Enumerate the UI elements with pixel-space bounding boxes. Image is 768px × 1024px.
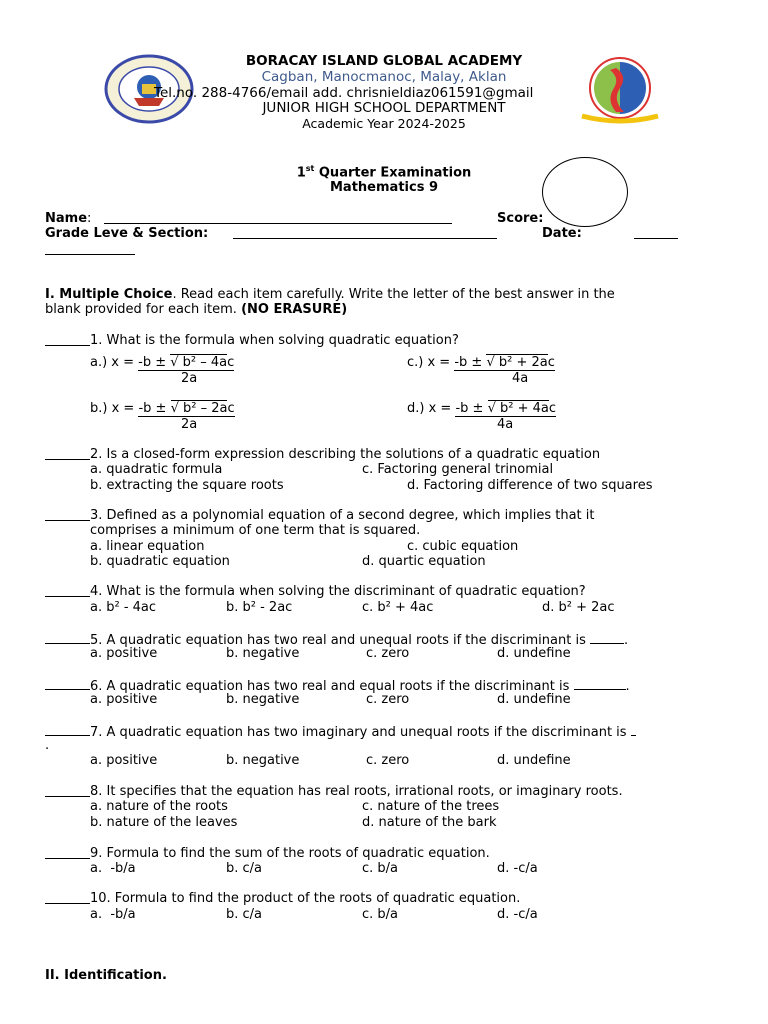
q10-option-d: d. -c/a (497, 907, 538, 922)
question-10: 10. Formula to find the product of the roots of quadratic equation. (90, 891, 521, 906)
q6-option-a: a. positive (90, 692, 158, 707)
q1-option-c-denominator: 4a (512, 371, 529, 386)
q8-option-d: d. nature of the bark (362, 815, 497, 830)
q3-option-a: a. linear equation (90, 539, 205, 554)
q10-option-c: c. b/a (362, 907, 399, 922)
school-address: Cagban, Manocmanoc, Malay, Aklan (261, 69, 507, 85)
q2-option-a: a. quadratic formula (90, 462, 223, 477)
part2-title: II. Identification. (45, 968, 167, 983)
q10-option-a: a. -b/a (90, 907, 136, 922)
q2-option-d: d. Factoring difference of two squares (407, 478, 653, 493)
q6-option-b: b. negative (226, 692, 300, 707)
q7-option-c: c. zero (366, 753, 410, 768)
part1-instructions-line2: blank provided for each item. (NO ERASURE) (45, 302, 348, 317)
answer-blank-5[interactable] (45, 631, 90, 644)
q9-option-c: c. b/a (362, 861, 399, 876)
answer-blank-6[interactable] (45, 677, 90, 690)
q1-option-c: c.) x = -b ± √ b² + 2ac (407, 355, 555, 370)
q9-option-a: a. -b/a (90, 861, 136, 876)
q1-option-d: d.) x = -b ± √ b² + 4ac (407, 401, 556, 416)
q7-option-d: d. undefine (497, 753, 571, 768)
q7-option-b: b. negative (226, 753, 300, 768)
answer-blank-9[interactable] (45, 846, 90, 859)
score-label: Score: (497, 211, 544, 226)
question-1: 1. What is the formula when solving quadratic equation? (90, 333, 459, 348)
q3-option-c: c. cubic equation (407, 539, 519, 554)
q1-option-a: a.) x = -b ± √ b² – 4ac (90, 355, 235, 370)
q7-option-a: a. positive (90, 753, 158, 768)
q1-option-d-denominator: 4a (497, 417, 514, 432)
q6-inline-blank[interactable] (574, 677, 626, 690)
q9-option-d: d. -c/a (497, 861, 538, 876)
grade-section-label: Grade Leve & Section: (45, 226, 209, 241)
question-3-line2: comprises a minimum of one term that is squared. (90, 523, 421, 538)
q5-option-c: c. zero (366, 646, 410, 661)
q2-option-c: c. Factoring general trinomial (362, 462, 554, 477)
q2-option-b: b. extracting the square roots (90, 478, 284, 493)
answer-blank-1[interactable] (45, 333, 90, 346)
answer-blank-7[interactable] (45, 723, 90, 736)
q6-option-c: c. zero (366, 692, 410, 707)
q5-inline-blank[interactable] (590, 631, 624, 644)
academic-year: Academic Year 2024-2025 (302, 116, 466, 131)
question-9: 9. Formula to find the sum of the roots of quadratic equation. (90, 846, 490, 861)
q6-option-d: d. undefine (497, 692, 571, 707)
question-3: 3. Defined as a polynomial equation of a second degree, which implies that it (90, 508, 595, 523)
q4-option-a: a. b² - 4ac (90, 600, 157, 615)
q8-option-a: a. nature of the roots (90, 799, 228, 814)
school-name: BORACAY ISLAND GLOBAL ACADEMY (245, 53, 523, 69)
q7-inline-blank[interactable] (631, 723, 636, 736)
school-contact: Tel.no. 288-4766/email add. chrisnieldiaz061591@gmail (154, 85, 534, 101)
q3-option-b: b. quadratic equation (90, 554, 230, 569)
q9-option-b: b. c/a (226, 861, 263, 876)
department: JUNIOR HIGH SCHOOL DEPARTMENT (262, 100, 506, 116)
q1-option-a-denominator: 2a (181, 371, 198, 386)
name-label: Name: (45, 211, 92, 226)
q1-option-b-denominator: 2a (181, 417, 198, 432)
name-input[interactable] (104, 211, 452, 224)
q1-option-b: b.) x = -b ± √ b² – 2ac (90, 401, 235, 416)
score-circle (542, 157, 628, 227)
part1-instructions: I. Multiple Choice. Read each item carefully. Write the letter of the best answer in the (45, 287, 615, 302)
q10-option-b: b. c/a (226, 907, 263, 922)
q3-option-d: d. quartic equation (362, 554, 486, 569)
grade-section-input[interactable] (233, 226, 497, 239)
q5-option-d: d. undefine (497, 646, 571, 661)
exam-subject: Mathematics 9 (330, 180, 438, 195)
q8-option-b: b. nature of the leaves (90, 815, 238, 830)
question-2: 2. Is a closed-form expression describing the solutions of a quadratic equation (90, 447, 601, 462)
question-4: 4. What is the formula when solving the discriminant of quadratic equation? (90, 584, 586, 599)
q5-option-b: b. negative (226, 646, 300, 661)
date-label: Date: (542, 226, 582, 241)
date-input-continued[interactable] (45, 242, 135, 255)
q5-option-a: a. positive (90, 646, 158, 661)
answer-blank-3[interactable] (45, 508, 90, 521)
question-6: 6. A quadratic equation has two real and equal roots if the discriminant is . (90, 679, 630, 694)
answer-blank-4[interactable] (45, 584, 90, 597)
q4-option-c: c. b² + 4ac (362, 600, 434, 615)
question-5: 5. A quadratic equation has two real and unequal roots if the discriminant is . (90, 633, 629, 648)
q4-option-b: b. b² - 2ac (226, 600, 293, 615)
question-7: 7. A quadratic equation has two imaginary and unequal roots if the discriminant is (90, 723, 636, 740)
q8-option-c: c. nature of the trees (362, 799, 500, 814)
answer-blank-8[interactable] (45, 784, 90, 797)
q4-option-d: d. b² + 2ac (542, 600, 615, 615)
exam-quarter: 1st Quarter Examination (296, 164, 472, 181)
answer-blank-10[interactable] (45, 891, 90, 904)
answer-blank-2[interactable] (45, 447, 90, 460)
q7-end: . (45, 738, 50, 753)
date-input[interactable] (634, 226, 678, 239)
question-8: 8. It specifies that the equation has real roots, irrational roots, or imaginary roots. (90, 784, 623, 799)
